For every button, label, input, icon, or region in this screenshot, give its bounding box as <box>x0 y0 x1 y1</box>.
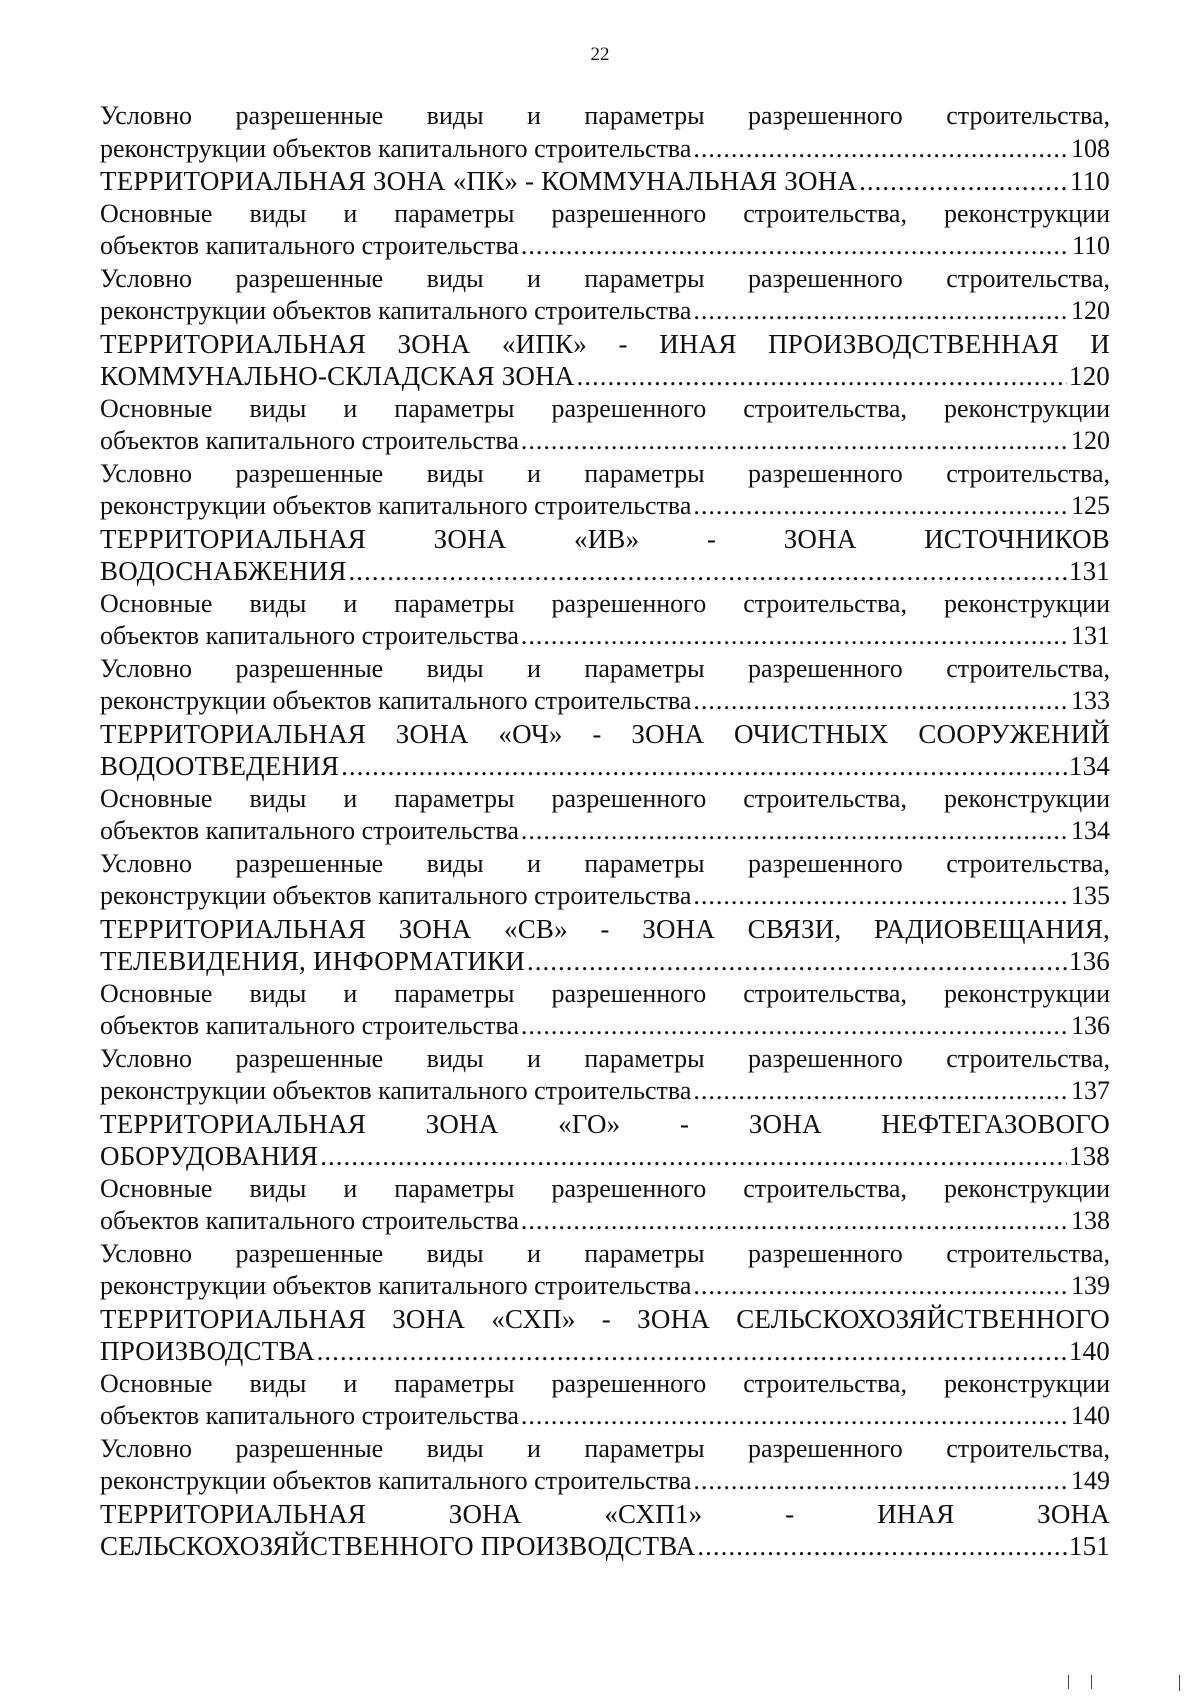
toc-page-number: 136 <box>1071 1011 1110 1040</box>
toc-entry-title-end: ВОДОСНАБЖЕНИЯ <box>100 556 347 586</box>
dot-leader <box>859 165 1068 198</box>
toc-entry-leader-line <box>100 425 1110 458</box>
table-of-contents <box>100 100 1110 1563</box>
toc-entry-title-line: ТЕРРИТОРИАЛЬНАЯ ЗОНА «СХП1» - ИНАЯ ЗОНА <box>100 1498 1110 1529</box>
toc-entry-subsection <box>100 100 1110 165</box>
toc-entry-title-end: объектов капитального строительства <box>100 1011 519 1040</box>
toc-entry-leader-line <box>100 620 1110 653</box>
toc-entry-title-line: Основные виды и параметры разрешенного строительства, реконструкции <box>100 783 1110 813</box>
toc-entry-zone <box>100 1303 1110 1368</box>
toc-entry-title-end: объектов капитального строительства <box>100 231 519 260</box>
toc-page-number: 140 <box>1068 1336 1110 1366</box>
dot-leader <box>693 1270 1069 1303</box>
toc-entry-title-line: Условно разрешенные виды и параметры разрешенного строительства, <box>100 1433 1110 1463</box>
toc-entry-leader-line <box>100 1400 1110 1433</box>
toc-entry-title-end: СЕЛЬСКОХОЗЯЙСТВЕННОГО ПРОИЗВОДСТВА <box>100 1531 696 1561</box>
dot-leader <box>693 1465 1069 1498</box>
toc-entry-leader-line <box>100 1270 1110 1303</box>
dot-leader <box>693 295 1069 328</box>
dot-leader <box>577 360 1067 393</box>
toc-entry-leader-line <box>100 1140 1110 1173</box>
toc-page-number: 131 <box>1071 621 1110 650</box>
toc-entry-title-line: Условно разрешенные виды и параметры разрешенного строительства, <box>100 458 1110 488</box>
toc-entry-title-line: Условно разрешенные виды и параметры разрешенного строительства, <box>100 848 1110 878</box>
dot-leader <box>317 1335 1067 1368</box>
toc-entry-leader-line <box>100 750 1110 783</box>
toc-entry-leader-line <box>100 165 1110 198</box>
toc-page-number: 151 <box>1068 1531 1110 1561</box>
toc-entry-title-end: ВОДООТВЕДЕНИЯ <box>100 751 340 781</box>
toc-entry-leader-line <box>100 880 1110 913</box>
dot-leader <box>527 945 1067 978</box>
toc-entry-zone <box>100 718 1110 783</box>
toc-entry-title-line: ТЕРРИТОРИАЛЬНАЯ ЗОНА «ИПК» - ИНАЯ ПРОИЗВОДСТВЕННАЯ И <box>100 328 1110 359</box>
toc-entry-subsection <box>100 458 1110 523</box>
toc-entry-leader-line <box>100 1010 1110 1043</box>
toc-entry-title-end: объектов капитального строительства <box>100 1401 519 1430</box>
toc-entry-title-line: Условно разрешенные виды и параметры разрешенного строительства, <box>100 1043 1110 1073</box>
toc-page-number: 138 <box>1071 1206 1110 1235</box>
toc-entry-title-end: реконструкции объектов капитального строительства <box>100 1271 692 1300</box>
toc-page-number: 139 <box>1071 1271 1110 1300</box>
toc-entry-leader-line <box>100 685 1110 718</box>
toc-page-number: 108 <box>1071 133 1110 163</box>
toc-entry-title-end: реконструкции объектов капитального строительства <box>100 1076 692 1105</box>
toc-entry-leader-line <box>100 1335 1110 1368</box>
toc-page-number: 134 <box>1068 751 1110 781</box>
scan-margin-mark <box>1068 1675 1092 1689</box>
toc-entry-zone <box>100 523 1110 588</box>
toc-page-number: 135 <box>1071 881 1110 910</box>
dot-leader <box>521 1205 1069 1238</box>
dot-leader <box>521 620 1069 653</box>
toc-entry-title-line: Условно разрешенные виды и параметры разрешенного строительства, <box>100 1238 1110 1268</box>
scan-edge-mark <box>1179 1675 1180 1691</box>
toc-entry-title-end: КОММУНАЛЬНО-СКЛАДСКАЯ ЗОНА <box>100 361 575 391</box>
toc-entry-leader-line <box>100 490 1110 523</box>
toc-entry-title-line: ТЕРРИТОРИАЛЬНАЯ ЗОНА «ОЧ» - ЗОНА ОЧИСТНЫХ СООРУЖЕНИЙ <box>100 718 1110 749</box>
toc-page-number: 138 <box>1068 1141 1110 1171</box>
dot-leader <box>521 425 1069 458</box>
toc-page-number: 149 <box>1071 1466 1110 1495</box>
toc-entry-leader-line <box>100 815 1110 848</box>
toc-entry-title-line: Основные виды и параметры разрешенного строительства, реконструкции <box>100 588 1110 618</box>
toc-entry-subsection <box>100 783 1110 848</box>
toc-entry-title-end: ПРОИЗВОДСТВА <box>100 1336 315 1366</box>
toc-entry-zone <box>100 328 1110 393</box>
toc-entry-title-end: ТЕЛЕВИДЕНИЯ, ИНФОРМАТИКИ <box>100 946 525 976</box>
toc-entry-title-end: объектов капитального строительства <box>100 426 519 455</box>
toc-entry-title-line: ТЕРРИТОРИАЛЬНАЯ ЗОНА «ГО» - ЗОНА НЕФТЕГАЗОВОГО <box>100 1108 1110 1139</box>
dot-leader <box>697 1530 1066 1563</box>
dot-leader <box>521 1010 1069 1043</box>
toc-entry-title-end: реконструкции объектов капитального строительства <box>100 296 692 325</box>
page-number: 22 <box>590 44 610 65</box>
dot-leader <box>349 555 1067 588</box>
toc-entry-zone <box>100 1108 1110 1173</box>
toc-page-number: 131 <box>1068 556 1110 586</box>
toc-page-number: 137 <box>1071 1076 1110 1105</box>
toc-page-number: 110 <box>1069 166 1110 196</box>
toc-page-number: 136 <box>1068 946 1110 976</box>
toc-entry-title-line: Основные виды и параметры разрешенного строительства, реконструкции <box>100 1368 1110 1398</box>
dot-leader <box>521 1400 1069 1433</box>
toc-entry-zone <box>100 165 1110 198</box>
dot-leader <box>521 815 1069 848</box>
toc-entry-title-line: Условно разрешенные виды и параметры разрешенного строительства, <box>100 263 1110 293</box>
toc-entry-subsection <box>100 653 1110 718</box>
toc-entry-leader-line <box>100 1465 1110 1498</box>
toc-entry-zone <box>100 913 1110 978</box>
toc-entry-title-end: реконструкции объектов капитального строительства <box>100 491 692 520</box>
toc-entry-title-end: реконструкции объектов капитального строительства <box>100 881 692 910</box>
toc-entry-title-line: Основные виды и параметры разрешенного строительства, реконструкции <box>100 198 1110 228</box>
toc-entry-leader-line <box>100 360 1110 393</box>
toc-entry-title-line: Основные виды и параметры разрешенного строительства, реконструкции <box>100 1173 1110 1203</box>
dot-leader <box>341 750 1067 783</box>
toc-entry-title-line: Основные виды и параметры разрешенного строительства, реконструкции <box>100 393 1110 423</box>
toc-entry-leader-line <box>100 133 1110 166</box>
toc-entry-subsection <box>100 1433 1110 1498</box>
dot-leader <box>521 230 1070 263</box>
toc-entry-leader-line <box>100 1205 1110 1238</box>
toc-page-number: 120 <box>1071 296 1110 325</box>
toc-entry-subsection <box>100 198 1110 263</box>
toc-entry-subsection <box>100 848 1110 913</box>
toc-entry-subsection <box>100 263 1110 328</box>
toc-entry-leader-line <box>100 295 1110 328</box>
toc-entry-title-line: Условно разрешенные виды и параметры разрешенного строительства, <box>100 101 1110 130</box>
toc-entry-leader-line <box>100 1075 1110 1108</box>
toc-page-number: 140 <box>1071 1401 1110 1430</box>
toc-entry-title-line: ТЕРРИТОРИАЛЬНАЯ ЗОНА «ИВ» - ЗОНА ИСТОЧНИКОВ <box>100 523 1110 554</box>
toc-entry-subsection <box>100 1173 1110 1238</box>
toc-entry-title-end: реконструкции объектов капитального строительства <box>100 1466 692 1495</box>
toc-page-number: 110 <box>1071 231 1110 260</box>
toc-entry-leader-line <box>100 945 1110 978</box>
toc-entry-title-line: Основные виды и параметры разрешенного строительства, реконструкции <box>100 978 1110 1008</box>
toc-page-number: 133 <box>1071 686 1110 715</box>
toc-entry-title-end: ОБОРУДОВАНИЯ <box>100 1141 319 1171</box>
toc-entry-title-line: ТЕРРИТОРИАЛЬНАЯ ЗОНА «СВ» - ЗОНА СВЯЗИ, РАДИОВЕЩАНИЯ, <box>100 913 1110 944</box>
toc-entry-title-end: объектов капитального строительства <box>100 621 519 650</box>
toc-page-number: 125 <box>1071 491 1110 520</box>
toc-entry-title-end: объектов капитального строительства <box>100 1206 519 1235</box>
toc-entry-leader-line <box>100 1530 1110 1563</box>
dot-leader <box>693 490 1069 523</box>
toc-entry-title-end: ТЕРРИТОРИАЛЬНАЯ ЗОНА «ПК» - КОММУНАЛЬНАЯ ЗОНА <box>100 166 858 196</box>
toc-entry-subsection <box>100 393 1110 458</box>
dot-leader <box>693 685 1069 718</box>
toc-page-number: 120 <box>1068 361 1110 391</box>
toc-entry-subsection <box>100 1043 1110 1108</box>
dot-leader <box>320 1140 1067 1173</box>
toc-entry-title-line: ТЕРРИТОРИАЛЬНАЯ ЗОНА «СХП» - ЗОНА СЕЛЬСКОХОЗЯЙСТВЕННОГО <box>100 1303 1110 1334</box>
dot-leader <box>693 880 1069 913</box>
toc-entry-leader-line <box>100 230 1110 263</box>
toc-entry-zone <box>100 1498 1110 1563</box>
toc-entry-subsection <box>100 588 1110 653</box>
toc-entry-leader-line <box>100 555 1110 588</box>
dot-leader <box>693 133 1069 166</box>
toc-entry-subsection <box>100 978 1110 1043</box>
toc-entry-subsection <box>100 1368 1110 1433</box>
toc-page-number: 134 <box>1071 816 1110 845</box>
toc-entry-subsection <box>100 1238 1110 1303</box>
toc-entry-title-end: реконструкции объектов капитального строительства <box>100 133 692 163</box>
toc-page-number: 120 <box>1071 426 1110 455</box>
toc-entry-title-end: объектов капитального строительства <box>100 816 519 845</box>
toc-entry-title-end: реконструкции объектов капитального строительства <box>100 686 692 715</box>
dot-leader <box>693 1075 1069 1108</box>
toc-entry-title-line: Условно разрешенные виды и параметры разрешенного строительства, <box>100 653 1110 683</box>
